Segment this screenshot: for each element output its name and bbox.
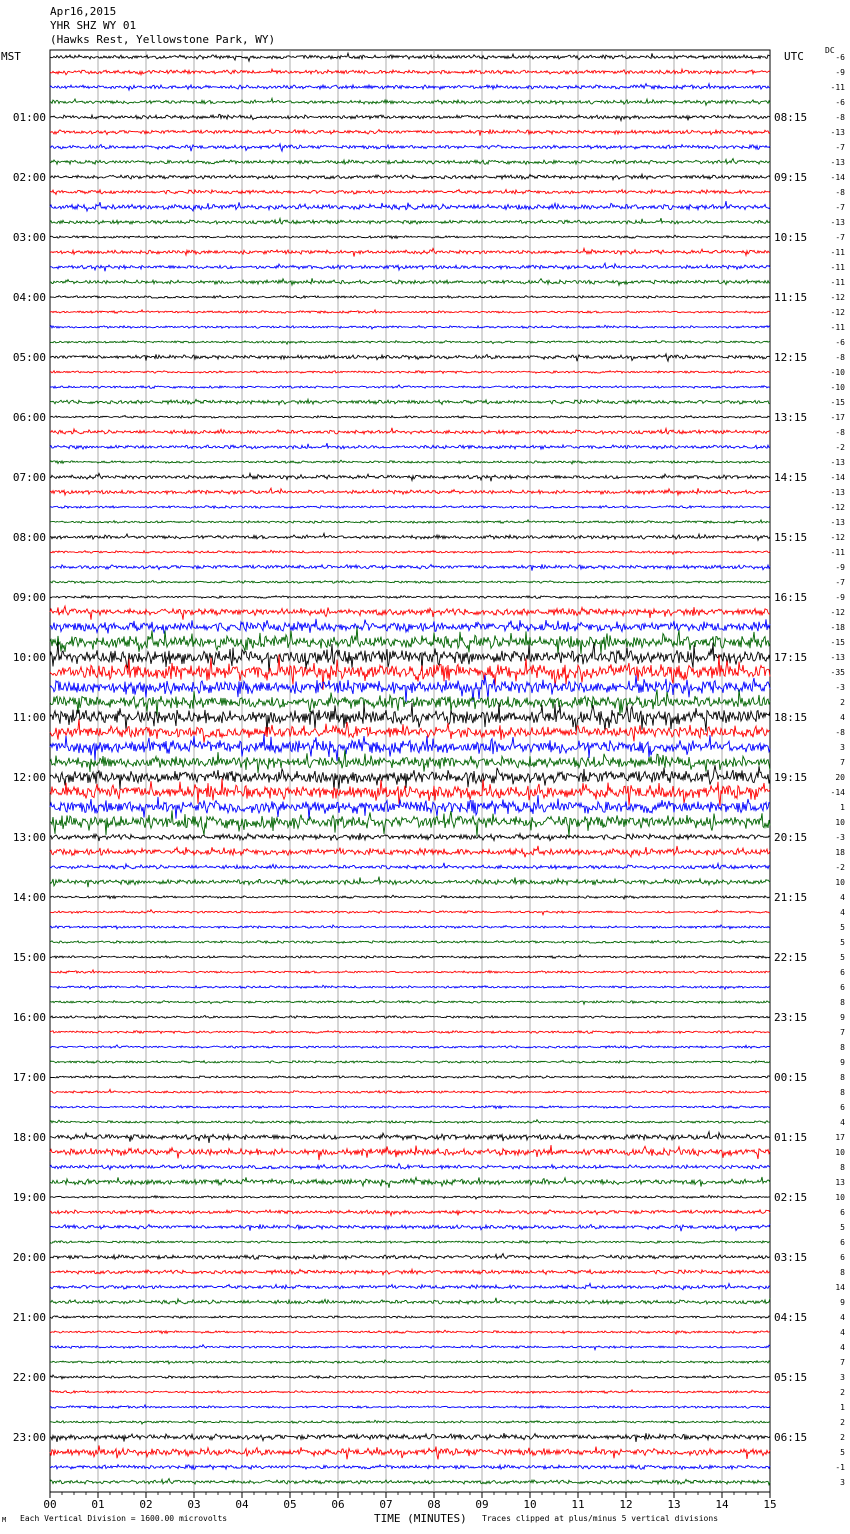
left-hour-label: 19:00 <box>12 1191 46 1204</box>
dc-offset-label: 9 <box>840 1058 845 1067</box>
left-hour-label: 13:00 <box>12 831 46 844</box>
dc-offset-label: 3 <box>840 1478 845 1487</box>
dc-offset-label: -3 <box>835 683 845 692</box>
dc-offset-label: 4 <box>840 1328 845 1337</box>
x-axis-title: TIME (MINUTES) <box>374 1512 467 1525</box>
dc-offset-label: -7 <box>835 143 845 152</box>
seismic-trace <box>50 385 770 389</box>
dc-offset-label: -15 <box>830 398 845 407</box>
seismic-trace <box>50 533 770 540</box>
seismic-trace <box>50 1132 770 1143</box>
left-hour-label: 07:00 <box>12 471 46 484</box>
seismic-trace <box>50 1001 770 1005</box>
seismic-trace <box>50 581 770 584</box>
x-tick-label: 08 <box>427 1498 441 1511</box>
right-hour-label: 09:15 <box>774 171 808 184</box>
right-hour-label: 13:15 <box>774 411 808 424</box>
right-hour-label: 11:15 <box>774 291 808 304</box>
clip-note: Traces clipped at plus/minus 5 vertical divisions <box>482 1514 719 1523</box>
dc-offset-label: 7 <box>840 1358 845 1367</box>
dc-offset-label: 6 <box>840 968 845 977</box>
seismic-trace <box>50 443 770 449</box>
seismic-trace <box>50 1316 770 1319</box>
dc-offset-label: -14 <box>830 473 845 482</box>
seismic-trace <box>50 520 770 523</box>
dc-label: DC <box>825 46 835 55</box>
x-tick-label: 04 <box>235 1498 249 1511</box>
seismic-trace <box>50 1298 770 1304</box>
seismic-trace <box>50 690 770 717</box>
dc-offset-label: -17 <box>830 413 845 422</box>
dc-offset-label: -9 <box>835 593 845 602</box>
seismic-trace <box>50 846 770 858</box>
seismic-trace <box>50 1210 770 1216</box>
seismic-trace <box>50 325 770 329</box>
dc-offset-label: -9 <box>835 563 845 572</box>
seismic-trace <box>50 201 770 211</box>
right-hour-label: 18:15 <box>774 711 808 724</box>
left-hour-label: 08:00 <box>12 531 46 544</box>
left-hour-label: 11:00 <box>12 711 46 724</box>
x-tick-label: 13 <box>667 1498 681 1511</box>
dc-offset-label: 7 <box>840 1028 845 1037</box>
seismic-trace <box>50 795 770 820</box>
x-tick-label: 05 <box>283 1498 297 1511</box>
seismic-trace <box>50 1479 770 1485</box>
left-hour-label: 22:00 <box>12 1371 46 1384</box>
seismic-trace <box>50 144 770 151</box>
x-tick-label: 01 <box>91 1498 105 1511</box>
seismic-trace <box>50 1433 770 1442</box>
seismic-trace <box>50 1106 770 1109</box>
dc-offset-label: 3 <box>840 743 845 752</box>
dc-offset-label: -7 <box>835 233 845 242</box>
dc-offset-label: 8 <box>840 1088 845 1097</box>
seismic-trace <box>50 1405 770 1408</box>
dc-offset-label: 1 <box>840 803 845 812</box>
dc-offset-label: 1 <box>840 1403 845 1412</box>
seismic-trace <box>50 69 770 75</box>
dc-offset-label: -14 <box>830 173 845 182</box>
x-tick-label: 02 <box>139 1498 153 1511</box>
left-hour-label: 10:00 <box>12 651 46 664</box>
seismic-trace <box>50 190 770 195</box>
seismic-trace <box>50 415 770 418</box>
dc-offset-label: -7 <box>835 203 845 212</box>
seismic-trace <box>50 1283 770 1289</box>
seismic-trace <box>50 1224 770 1231</box>
scale-note: Each Vertical Division = 1600.00 microvolts <box>20 1514 228 1523</box>
x-tick-label: 12 <box>619 1498 633 1511</box>
dc-offset-label: -13 <box>830 158 845 167</box>
seismic-trace <box>50 833 770 841</box>
left-hour-label: 05:00 <box>12 351 46 364</box>
seismic-trace <box>50 1330 770 1334</box>
seismic-trace <box>50 1076 770 1079</box>
left-hour-label: 09:00 <box>12 591 46 604</box>
left-hour-label: 06:00 <box>12 411 46 424</box>
dc-offset-label: 20 <box>835 773 845 782</box>
dc-offset-label: 10 <box>835 1148 845 1157</box>
dc-offset-label: 10 <box>835 1193 845 1202</box>
seismic-trace <box>50 428 770 434</box>
seismic-trace <box>50 506 770 509</box>
dc-offset-label: -8 <box>835 188 845 197</box>
seismic-trace <box>50 310 770 313</box>
seismic-trace <box>50 596 770 599</box>
left-hour-label: 15:00 <box>12 951 46 964</box>
dc-offset-label: -12 <box>830 293 845 302</box>
seismic-trace <box>50 1375 770 1379</box>
dc-offset-label: -13 <box>830 488 845 497</box>
left-hour-label: 21:00 <box>12 1311 46 1324</box>
seismic-trace <box>50 1345 770 1350</box>
dc-offset-label: -10 <box>830 383 845 392</box>
seismic-trace <box>50 341 770 345</box>
dc-offset-label: -8 <box>835 728 845 737</box>
right-hour-label: 12:15 <box>774 351 808 364</box>
left-hour-label: 02:00 <box>12 171 46 184</box>
seismic-trace <box>50 114 770 120</box>
dc-offset-label: -6 <box>835 338 845 347</box>
dc-offset-label: 9 <box>840 1298 845 1307</box>
seismic-trace <box>50 1164 770 1170</box>
dc-offset-label: 10 <box>835 878 845 887</box>
seismic-trace <box>50 1177 770 1188</box>
dc-offset-label: -13 <box>830 128 845 137</box>
seismic-trace <box>50 296 770 299</box>
dc-offset-label: 8 <box>840 1043 845 1052</box>
seismic-trace <box>50 1360 770 1364</box>
seismic-trace <box>50 985 770 989</box>
dc-offset-label: -7 <box>835 578 845 587</box>
right-hour-label: 01:15 <box>774 1131 808 1144</box>
seismic-trace <box>50 627 770 655</box>
seismic-trace <box>50 460 770 464</box>
dc-offset-label: 17 <box>835 1133 845 1142</box>
right-hour-label: 00:15 <box>774 1071 808 1084</box>
seismic-trace <box>50 371 770 374</box>
dc-offset-label: -13 <box>830 518 845 527</box>
seismic-trace <box>50 159 770 165</box>
seismic-trace <box>50 925 770 929</box>
seismic-trace <box>50 550 770 554</box>
right-hour-label: 22:15 <box>774 951 808 964</box>
seismic-trace <box>50 473 770 481</box>
right-hour-label: 16:15 <box>774 591 808 604</box>
seismic-trace <box>50 1241 770 1244</box>
seismic-trace <box>50 129 770 135</box>
left-hour-label: 03:00 <box>12 231 46 244</box>
right-hour-label: 19:15 <box>774 771 808 784</box>
dc-offset-label: -12 <box>830 503 845 512</box>
left-hour-label: 18:00 <box>12 1131 46 1144</box>
seismic-trace <box>50 263 770 271</box>
station-location: (Hawks Rest, Yellowstone Park, WY) <box>50 33 276 46</box>
x-tick-label: 09 <box>475 1498 489 1511</box>
right-hour-label: 14:15 <box>774 471 808 484</box>
dc-offset-label: 6 <box>840 983 845 992</box>
dc-offset-label: 4 <box>840 908 845 917</box>
dc-offset-label: -14 <box>830 788 845 797</box>
seismic-trace <box>50 619 770 634</box>
dc-offset-label: -8 <box>835 113 845 122</box>
dc-offset-label: 5 <box>840 953 845 962</box>
right-hour-label: 10:15 <box>774 231 808 244</box>
dc-offset-label: -13 <box>830 458 845 467</box>
dc-offset-label: -12 <box>830 608 845 617</box>
seismic-trace <box>50 606 770 620</box>
dc-offset-label: 6 <box>840 1253 845 1262</box>
dc-offset-label: 6 <box>840 1208 845 1217</box>
right-hour-label: 17:15 <box>774 651 808 664</box>
dc-offset-label: -12 <box>830 308 845 317</box>
seismic-trace <box>50 734 770 761</box>
seismic-trace <box>50 895 770 899</box>
seismic-trace <box>50 1060 770 1063</box>
seismic-trace <box>50 174 770 179</box>
dc-offset-label: 4 <box>840 713 845 722</box>
dc-offset-label: -13 <box>830 218 845 227</box>
left-hour-label: 14:00 <box>12 891 46 904</box>
right-timezone-label: UTC <box>784 50 804 63</box>
dc-offset-label: -6 <box>835 98 845 107</box>
seismic-trace <box>50 970 770 973</box>
x-tick-label: 07 <box>379 1498 393 1511</box>
seismic-trace <box>50 1089 770 1093</box>
station-date: Apr16,2015 <box>50 5 117 18</box>
dc-offset-label: -8 <box>835 353 845 362</box>
right-hour-label: 02:15 <box>774 1191 808 1204</box>
seismic-trace <box>50 955 770 958</box>
seismic-trace <box>50 1016 770 1019</box>
dc-offset-label: 6 <box>840 1238 845 1247</box>
seismic-trace <box>50 488 770 495</box>
left-hour-label: 04:00 <box>12 291 46 304</box>
right-hour-label: 08:15 <box>774 111 808 124</box>
dc-offset-label: 8 <box>840 1268 845 1277</box>
left-hour-label: 12:00 <box>12 771 46 784</box>
footer-left-mark: M <box>2 1516 7 1524</box>
seismic-trace <box>50 1145 770 1160</box>
seismic-trace <box>50 1446 770 1460</box>
left-hour-label: 20:00 <box>12 1251 46 1264</box>
dc-offset-label: -13 <box>830 653 845 662</box>
x-tick-label: 10 <box>523 1498 537 1511</box>
dc-offset-label: -11 <box>830 278 845 287</box>
dc-offset-label: 8 <box>840 1163 845 1172</box>
dc-offset-label: 2 <box>840 1418 845 1427</box>
dc-offset-label: 14 <box>835 1283 845 1292</box>
dc-offset-label: 18 <box>835 848 845 857</box>
seismic-trace <box>50 810 770 836</box>
dc-offset-label: 8 <box>840 998 845 1007</box>
seismic-trace <box>50 84 770 91</box>
dc-offset-label: -11 <box>830 263 845 272</box>
dc-offset-label: 2 <box>840 1433 845 1442</box>
seismic-trace <box>50 1045 770 1048</box>
dc-offset-label: -11 <box>830 548 845 557</box>
dc-offset-label: 10 <box>835 818 845 827</box>
seismic-trace <box>50 278 770 285</box>
seismic-trace <box>50 877 770 888</box>
seismic-trace <box>50 1420 770 1424</box>
seismic-trace <box>50 941 770 944</box>
seismic-trace <box>50 654 770 689</box>
dc-offset-label: -3 <box>835 833 845 842</box>
right-hour-label: 15:15 <box>774 531 808 544</box>
dc-offset-label: -2 <box>835 443 845 452</box>
seismic-trace <box>50 863 770 869</box>
dc-offset-label: 4 <box>840 893 845 902</box>
dc-offset-label: -35 <box>830 668 845 677</box>
seismic-trace <box>50 1465 770 1470</box>
dc-offset-label: -10 <box>830 368 845 377</box>
right-hour-label: 05:15 <box>774 1371 808 1384</box>
seismic-trace <box>50 1031 770 1034</box>
seismic-trace <box>50 1269 770 1274</box>
right-hour-label: 03:15 <box>774 1251 808 1264</box>
dc-offset-label: -1 <box>835 1463 845 1472</box>
left-hour-label: 23:00 <box>12 1431 46 1444</box>
seismic-trace <box>50 1390 770 1393</box>
dc-offset-label: 3 <box>840 1373 845 1382</box>
dc-offset-label: -12 <box>830 533 845 542</box>
dc-offset-label: 9 <box>840 1013 845 1022</box>
dc-offset-label: 2 <box>840 698 845 707</box>
dc-offset-label: 4 <box>840 1313 845 1322</box>
right-hour-label: 20:15 <box>774 831 808 844</box>
x-tick-label: 14 <box>715 1498 729 1511</box>
dc-offset-label: -9 <box>835 68 845 77</box>
x-tick-label: 15 <box>763 1498 777 1511</box>
seismic-trace <box>50 749 770 773</box>
seismic-trace <box>50 399 770 404</box>
seismic-trace <box>50 910 770 915</box>
seismic-trace <box>50 675 770 702</box>
seismic-trace <box>50 53 770 61</box>
x-tick-label: 00 <box>43 1498 57 1511</box>
left-hour-label: 01:00 <box>12 111 46 124</box>
dc-offset-label: -15 <box>830 638 845 647</box>
seismic-trace <box>50 98 770 105</box>
dc-offset-label: 4 <box>840 1343 845 1352</box>
left-hour-label: 16:00 <box>12 1011 46 1024</box>
x-tick-label: 11 <box>571 1498 585 1511</box>
seismic-trace <box>50 235 770 238</box>
seismic-trace <box>50 1195 770 1199</box>
right-hour-label: 04:15 <box>774 1311 808 1324</box>
dc-offset-label: 13 <box>835 1178 845 1187</box>
right-hour-label: 06:15 <box>774 1431 808 1444</box>
seismic-trace <box>50 354 770 361</box>
right-hour-label: 21:15 <box>774 891 808 904</box>
seismic-trace <box>50 564 770 570</box>
dc-offset-label: 5 <box>840 938 845 947</box>
x-tick-label: 03 <box>187 1498 201 1511</box>
dc-offset-label: 4 <box>840 1118 845 1127</box>
dc-offset-label: 7 <box>840 758 845 767</box>
dc-offset-label: 5 <box>840 923 845 932</box>
left-hour-label: 17:00 <box>12 1071 46 1084</box>
dc-offset-label: 5 <box>840 1223 845 1232</box>
dc-offset-label: -8 <box>835 428 845 437</box>
dc-offset-label: -6 <box>835 53 845 62</box>
seismic-trace <box>50 248 770 256</box>
left-timezone-label: MST <box>1 50 21 63</box>
dc-offset-label: 5 <box>840 1448 845 1457</box>
dc-offset-label: -2 <box>835 863 845 872</box>
dc-offset-label: 6 <box>840 1103 845 1112</box>
dc-offset-label: 2 <box>840 1388 845 1397</box>
dc-offset-label: -11 <box>830 83 845 92</box>
dc-offset-label: -18 <box>830 623 845 632</box>
dc-offset-label: -11 <box>830 323 845 332</box>
seismic-trace <box>50 1254 770 1260</box>
seismic-trace <box>50 218 770 224</box>
dc-offset-label: 8 <box>840 1073 845 1082</box>
station-channel: YHR SHZ WY 01 <box>50 19 137 32</box>
dc-offset-label: -11 <box>830 248 845 257</box>
right-hour-label: 23:15 <box>774 1011 808 1024</box>
x-tick-label: 06 <box>331 1498 345 1511</box>
seismic-trace <box>50 1120 770 1124</box>
